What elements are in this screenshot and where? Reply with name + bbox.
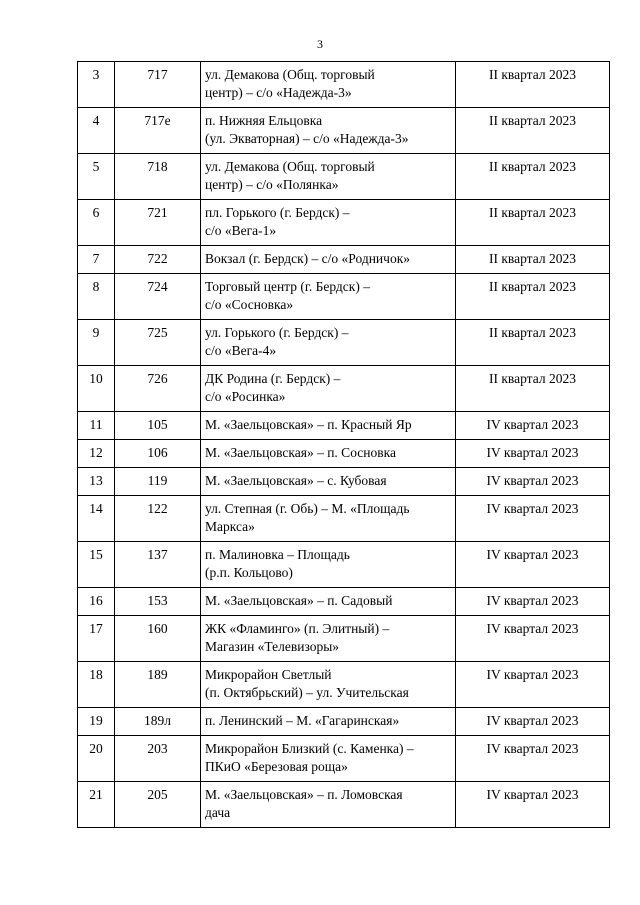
route-description-line: п. Ленинский – М. «Гагаринская»	[205, 713, 400, 728]
route-description-cell	[201, 542, 456, 588]
row-number-cell: 12	[78, 440, 115, 468]
term-cell: IV квартал 2023	[456, 708, 610, 736]
routes-table	[77, 61, 610, 828]
row-number-cell: 17	[78, 616, 115, 662]
row-number-cell: 8	[78, 274, 115, 320]
row-number-cell: 14	[78, 496, 115, 542]
route-number-cell: 724	[115, 274, 201, 320]
table-row	[78, 496, 610, 542]
route-description-cell	[201, 440, 456, 468]
table-row	[78, 246, 610, 274]
row-number-cell: 10	[78, 366, 115, 412]
route-number-cell: 205	[115, 782, 201, 828]
route-description-cell	[201, 708, 456, 736]
route-number-cell: 119	[115, 468, 201, 496]
route-description-cell	[201, 108, 456, 154]
route-number-cell: 105	[115, 412, 201, 440]
term-cell: II квартал 2023	[456, 200, 610, 246]
route-description-line: Вокзал (г. Бердск) – с/о «Родничок»	[205, 251, 410, 266]
table-row	[78, 468, 610, 496]
table-row	[78, 542, 610, 588]
term-cell: II квартал 2023	[456, 108, 610, 154]
term-cell: IV квартал 2023	[456, 542, 610, 588]
route-number-cell: 717	[115, 62, 201, 108]
route-description-cell	[201, 246, 456, 274]
term-cell: IV квартал 2023	[456, 496, 610, 542]
routes-table-body	[78, 62, 610, 828]
route-description-line: пл. Горького (г. Бердск) –	[205, 205, 350, 220]
route-description-line: п. Нижняя Ельцовка	[205, 113, 323, 128]
row-number-cell: 11	[78, 412, 115, 440]
route-description-line: М. «Заельцовская» – п. Сосновка	[205, 445, 396, 460]
route-description-line: (п. Октябрьский) – ул. Учительская	[205, 685, 409, 700]
route-number-cell: 203	[115, 736, 201, 782]
table-row	[78, 108, 610, 154]
route-description-line: ул. Горького (г. Бердск) –	[205, 325, 349, 340]
route-description-line: Торговый центр (г. Бердск) –	[205, 279, 370, 294]
route-description-line: с/о «Сосновка»	[205, 297, 294, 312]
term-cell: IV квартал 2023	[456, 662, 610, 708]
term-cell: IV квартал 2023	[456, 468, 610, 496]
route-description-line: ул. Демакова (Общ. торговый	[205, 67, 375, 82]
term-cell: II квартал 2023	[456, 246, 610, 274]
row-number-cell: 18	[78, 662, 115, 708]
route-description-line: Микрорайон Светлый	[205, 667, 332, 682]
route-description-cell	[201, 736, 456, 782]
route-description-line: ЖК «Фламинго» (п. Элитный) –	[205, 621, 390, 636]
route-number-cell: 153	[115, 588, 201, 616]
route-description-line: центр) – с/о «Полянка»	[205, 177, 339, 192]
table-row	[78, 708, 610, 736]
route-description-cell	[201, 274, 456, 320]
route-description-line: ПКиО «Березовая роща»	[205, 759, 348, 774]
route-description-cell	[201, 412, 456, 440]
term-cell: IV квартал 2023	[456, 736, 610, 782]
route-number-cell: 189	[115, 662, 201, 708]
term-cell: II квартал 2023	[456, 274, 610, 320]
route-number-cell: 721	[115, 200, 201, 246]
term-cell: IV квартал 2023	[456, 782, 610, 828]
row-number-cell: 20	[78, 736, 115, 782]
route-description-line: центр) – с/о «Надежда-3»	[205, 85, 352, 100]
table-row	[78, 62, 610, 108]
route-description-cell	[201, 588, 456, 616]
route-description-cell	[201, 62, 456, 108]
route-description-line: М. «Заельцовская» – с. Кубовая	[205, 473, 387, 488]
term-cell: II квартал 2023	[456, 320, 610, 366]
row-number-cell: 16	[78, 588, 115, 616]
route-description-line: Маркса»	[205, 519, 255, 534]
table-row	[78, 366, 610, 412]
route-description-cell	[201, 496, 456, 542]
table-row	[78, 616, 610, 662]
table-row	[78, 588, 610, 616]
term-cell: IV квартал 2023	[456, 440, 610, 468]
route-description-line: п. Малиновка – Площадь	[205, 547, 350, 562]
route-number-cell: 122	[115, 496, 201, 542]
table-row	[78, 412, 610, 440]
term-cell: IV квартал 2023	[456, 412, 610, 440]
route-number-cell: 106	[115, 440, 201, 468]
route-description-cell	[201, 782, 456, 828]
route-description-line: с/о «Вега-1»	[205, 223, 277, 238]
row-number-cell: 6	[78, 200, 115, 246]
table-row	[78, 736, 610, 782]
table-row	[78, 274, 610, 320]
route-description-line: ул. Степная (г. Обь) – М. «Площадь	[205, 501, 410, 516]
route-description-line: М. «Заельцовская» – п. Красный Яр	[205, 417, 412, 432]
route-description-line: Магазин «Телевизоры»	[205, 639, 340, 654]
row-number-cell: 15	[78, 542, 115, 588]
route-description-line: (р.п. Кольцово)	[205, 565, 293, 580]
row-number-cell: 4	[78, 108, 115, 154]
term-cell: IV квартал 2023	[456, 588, 610, 616]
row-number-cell: 7	[78, 246, 115, 274]
term-cell: II квартал 2023	[456, 154, 610, 200]
table-row	[78, 440, 610, 468]
table-row	[78, 662, 610, 708]
route-description-line: М. «Заельцовская» – п. Ломовская	[205, 787, 403, 802]
route-description-cell	[201, 468, 456, 496]
route-description-line: ДК Родина (г. Бердск) –	[205, 371, 341, 386]
route-number-cell: 160	[115, 616, 201, 662]
route-number-cell: 718	[115, 154, 201, 200]
table-row	[78, 782, 610, 828]
row-number-cell: 5	[78, 154, 115, 200]
route-description-line: с/о «Вега-4»	[205, 343, 277, 358]
route-number-cell: 717е	[115, 108, 201, 154]
route-description-line: Микрорайон Близкий (с. Каменка) –	[205, 741, 414, 756]
route-number-cell: 189л	[115, 708, 201, 736]
route-number-cell: 137	[115, 542, 201, 588]
route-description-cell	[201, 200, 456, 246]
route-description-line: (ул. Экваторная) – с/о «Надежда-3»	[205, 131, 409, 146]
route-description-cell	[201, 662, 456, 708]
table-row	[78, 200, 610, 246]
row-number-cell: 13	[78, 468, 115, 496]
route-description-cell	[201, 366, 456, 412]
route-description-line: дача	[205, 805, 231, 820]
row-number-cell: 3	[78, 62, 115, 108]
route-number-cell: 726	[115, 366, 201, 412]
route-description-cell	[201, 320, 456, 366]
table-row	[78, 154, 610, 200]
term-cell: IV квартал 2023	[456, 616, 610, 662]
route-number-cell: 722	[115, 246, 201, 274]
route-number-cell: 725	[115, 320, 201, 366]
route-description-line: с/о «Росинка»	[205, 389, 286, 404]
term-cell: II квартал 2023	[456, 366, 610, 412]
row-number-cell: 19	[78, 708, 115, 736]
route-description-line: М. «Заельцовская» – п. Садовый	[205, 593, 393, 608]
page-number: 3	[317, 37, 323, 51]
route-description-cell	[201, 154, 456, 200]
route-description-cell	[201, 616, 456, 662]
term-cell: II квартал 2023	[456, 62, 610, 108]
row-number-cell: 21	[78, 782, 115, 828]
route-description-line: ул. Демакова (Общ. торговый	[205, 159, 375, 174]
row-number-cell: 9	[78, 320, 115, 366]
table-row	[78, 320, 610, 366]
